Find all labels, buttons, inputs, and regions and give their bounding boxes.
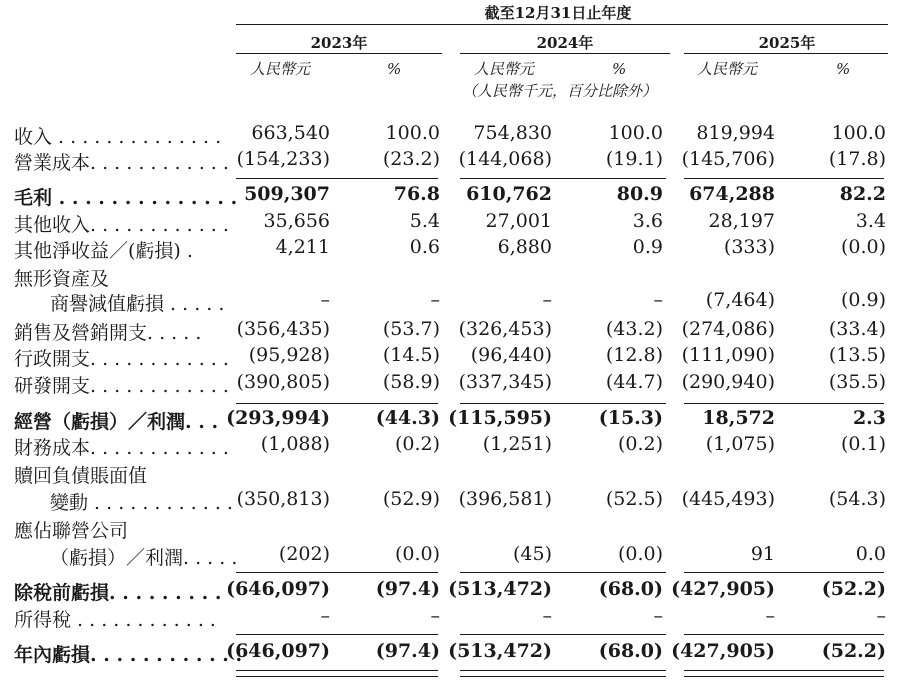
cell-value: 6,880 (497, 236, 552, 258)
cell-value: 91 (750, 543, 775, 565)
period-heading: 截至12月31日止年度 (484, 4, 632, 22)
cell-value: (293,994) (226, 407, 330, 429)
cell-value: 35,656 (263, 210, 330, 232)
percent-label-2025: % (836, 60, 851, 78)
cell-value: 610,762 (466, 183, 552, 205)
cell-value: 674,288 (689, 183, 775, 205)
cell-value: (396,581) (458, 488, 552, 510)
cell-value: 18,572 (702, 407, 775, 429)
cell-value: (33.4) (828, 318, 886, 340)
row-label: 無形資產及 (14, 268, 110, 290)
cell-value: 0.9 (632, 236, 663, 258)
cell-value: – (430, 605, 440, 627)
cell-value: (513,472) (448, 640, 552, 662)
cell-value: (1,251) (482, 433, 552, 455)
cell-value: – (653, 605, 663, 627)
currency-label-2024: 人民幣元 (474, 60, 535, 78)
cell-value: (337,345) (458, 371, 552, 393)
cell-value: – (430, 289, 440, 311)
cell-value: (646,097) (226, 640, 330, 662)
cell-value: (290,940) (681, 371, 775, 393)
cell-value: (52.2) (821, 640, 886, 662)
cell-value: 100.0 (831, 122, 886, 144)
percent-label-2024: % (612, 60, 627, 78)
year-underline-2024 (460, 53, 670, 54)
cell-value: (44.7) (605, 371, 663, 393)
row-label: 研發開支. . . . . . . . . . . . (14, 375, 229, 397)
cell-value: (0.0) (394, 543, 440, 565)
cell-value: (0.0) (840, 236, 886, 258)
table-rule (806, 572, 884, 573)
cell-value: (52.2) (821, 578, 886, 600)
cell-value: (35.5) (828, 371, 886, 393)
cell-value: – (542, 605, 552, 627)
cell-value: (52.5) (605, 488, 663, 510)
cell-value: 76.8 (393, 183, 440, 205)
cell-value: (12.8) (605, 344, 663, 366)
cell-value: – (542, 289, 552, 311)
percent-label-2023: % (387, 60, 402, 78)
period-underline (236, 24, 888, 25)
cell-value: (274,086) (681, 318, 775, 340)
cell-value: – (320, 289, 330, 311)
row-label: 其他收入. . . . . . . . . . . . (14, 214, 229, 236)
cell-value: (68.0) (598, 578, 663, 600)
cell-value: (17.8) (828, 148, 886, 170)
row-label: 除稅前虧損. . . . . . . . . (14, 582, 222, 604)
year-heading-2024: 2024年 (536, 34, 594, 52)
cell-value: (15.3) (598, 407, 663, 429)
cell-value: (513,472) (448, 578, 552, 600)
row-label: 毛利 . . . . . . . . . . . . . . (14, 187, 238, 209)
table-rule (806, 403, 884, 404)
row-label: 所得稅 . . . . . . . . . . . . (14, 609, 216, 631)
row-label: 贖回負債賬面值 (14, 465, 148, 487)
table-rule (360, 670, 438, 671)
cell-value: (96,440) (470, 344, 552, 366)
cell-value: (646,097) (226, 578, 330, 600)
cell-value: 509,307 (244, 183, 330, 205)
cell-value: 100.0 (608, 122, 663, 144)
table-rule (586, 403, 666, 404)
row-label: 行政開支. . . . . . . . . . . . (14, 348, 229, 370)
cell-value: 28,197 (708, 210, 775, 232)
cell-value: (7,464) (705, 289, 775, 311)
cell-value: (52.9) (382, 488, 440, 510)
row-label: 銷售及營銷開支. . . . . (14, 322, 202, 344)
cell-value: (14.5) (382, 344, 440, 366)
year-heading-2023: 2023年 (310, 34, 368, 52)
cell-value: – (653, 289, 663, 311)
table-rule (586, 634, 666, 635)
cell-value: (427,905) (671, 578, 775, 600)
table-rule (586, 572, 666, 573)
cell-value: (0.9) (840, 289, 886, 311)
row-label: 應佔聯營公司 (14, 520, 129, 542)
row-label: 財務成本. . . . . . . . . . . . (14, 437, 229, 459)
cell-value: 82.2 (839, 183, 886, 205)
cell-value: 4,211 (275, 236, 330, 258)
cell-value: (13.5) (828, 344, 886, 366)
cell-value: (45) (512, 543, 552, 565)
cell-value: (0.0) (617, 543, 663, 565)
cell-value: – (876, 605, 886, 627)
table-rule (806, 676, 884, 677)
cell-value: (111,090) (681, 344, 775, 366)
cell-value: (390,805) (236, 371, 330, 393)
cell-value: 5.4 (409, 210, 440, 232)
cell-value: – (320, 605, 330, 627)
cell-value: (1,075) (705, 433, 775, 455)
row-label: 營業成本. . . . . . . . . . . . (14, 152, 229, 174)
cell-value: (1,088) (260, 433, 330, 455)
cell-value: 100.0 (385, 122, 440, 144)
cell-value: (58.9) (382, 371, 440, 393)
table-rule (806, 634, 884, 635)
cell-value: 80.9 (616, 183, 663, 205)
cell-value: 3.4 (855, 210, 886, 232)
table-rule (360, 634, 438, 635)
currency-label-2023: 人民幣元 (250, 60, 311, 78)
cell-value: 663,540 (251, 122, 330, 144)
unit-note: （人民幣千元，百分比除外） (462, 82, 658, 100)
table-rule (360, 178, 438, 179)
currency-label-2025: 人民幣元 (697, 60, 758, 78)
cell-value: (54.3) (828, 488, 886, 510)
cell-value: (427,905) (671, 640, 775, 662)
row-label: 其他淨收益／(虧損) . (14, 240, 193, 262)
row-label: （虧損）／利潤. . . . . (50, 547, 238, 569)
cell-value: (0.2) (617, 433, 663, 455)
cell-value: (356,435) (236, 318, 330, 340)
table-rule (586, 676, 666, 677)
table-rule (360, 403, 438, 404)
cell-value: (97.4) (375, 640, 440, 662)
row-label: 商譽減值虧損 . . . . . (50, 293, 225, 315)
cell-value: (97.4) (375, 578, 440, 600)
cell-value: (445,493) (681, 488, 775, 510)
cell-value: (19.1) (605, 148, 663, 170)
cell-value: (0.1) (840, 433, 886, 455)
cell-value: (0.2) (394, 433, 440, 455)
cell-value: 0.6 (409, 236, 440, 258)
cell-value: 0.0 (855, 543, 886, 565)
cell-value: – (765, 605, 775, 627)
cell-value: 27,001 (485, 210, 552, 232)
table-rule (586, 670, 666, 671)
year-heading-2025: 2025年 (758, 34, 816, 52)
cell-value: (68.0) (598, 640, 663, 662)
cell-value: (95,928) (248, 344, 330, 366)
cell-value: 3.6 (632, 210, 663, 232)
table-rule (806, 178, 884, 179)
table-rule (360, 572, 438, 573)
cell-value: (333) (723, 236, 775, 258)
cell-value: (202) (278, 543, 330, 565)
cell-value: (44.3) (375, 407, 440, 429)
cell-value: (350,813) (236, 488, 330, 510)
row-label: 年內虧損. . . . . . . . . . . . (14, 644, 243, 666)
cell-value: (43.2) (605, 318, 663, 340)
cell-value: (115,595) (448, 407, 552, 429)
row-label: 收入 . . . . . . . . . . . . . . (14, 126, 222, 148)
cell-value: (154,233) (236, 148, 330, 170)
table-rule (360, 676, 438, 677)
cell-value: 819,994 (696, 122, 775, 144)
cell-value: (145,706) (681, 148, 775, 170)
cell-value: (144,068) (458, 148, 552, 170)
year-underline-2023 (236, 53, 442, 54)
cell-value: (23.2) (382, 148, 440, 170)
table-rule (806, 670, 884, 671)
table-rule (586, 178, 666, 179)
cell-value: 2.3 (852, 407, 886, 429)
cell-value: (326,453) (458, 318, 552, 340)
year-underline-2025 (684, 53, 888, 54)
row-label: 經營（虧損）／利潤. . . (14, 411, 219, 433)
cell-value: (53.7) (382, 318, 440, 340)
row-label: 變動 . . . . . . . . . . . . (50, 492, 233, 514)
cell-value: 754,830 (473, 122, 552, 144)
